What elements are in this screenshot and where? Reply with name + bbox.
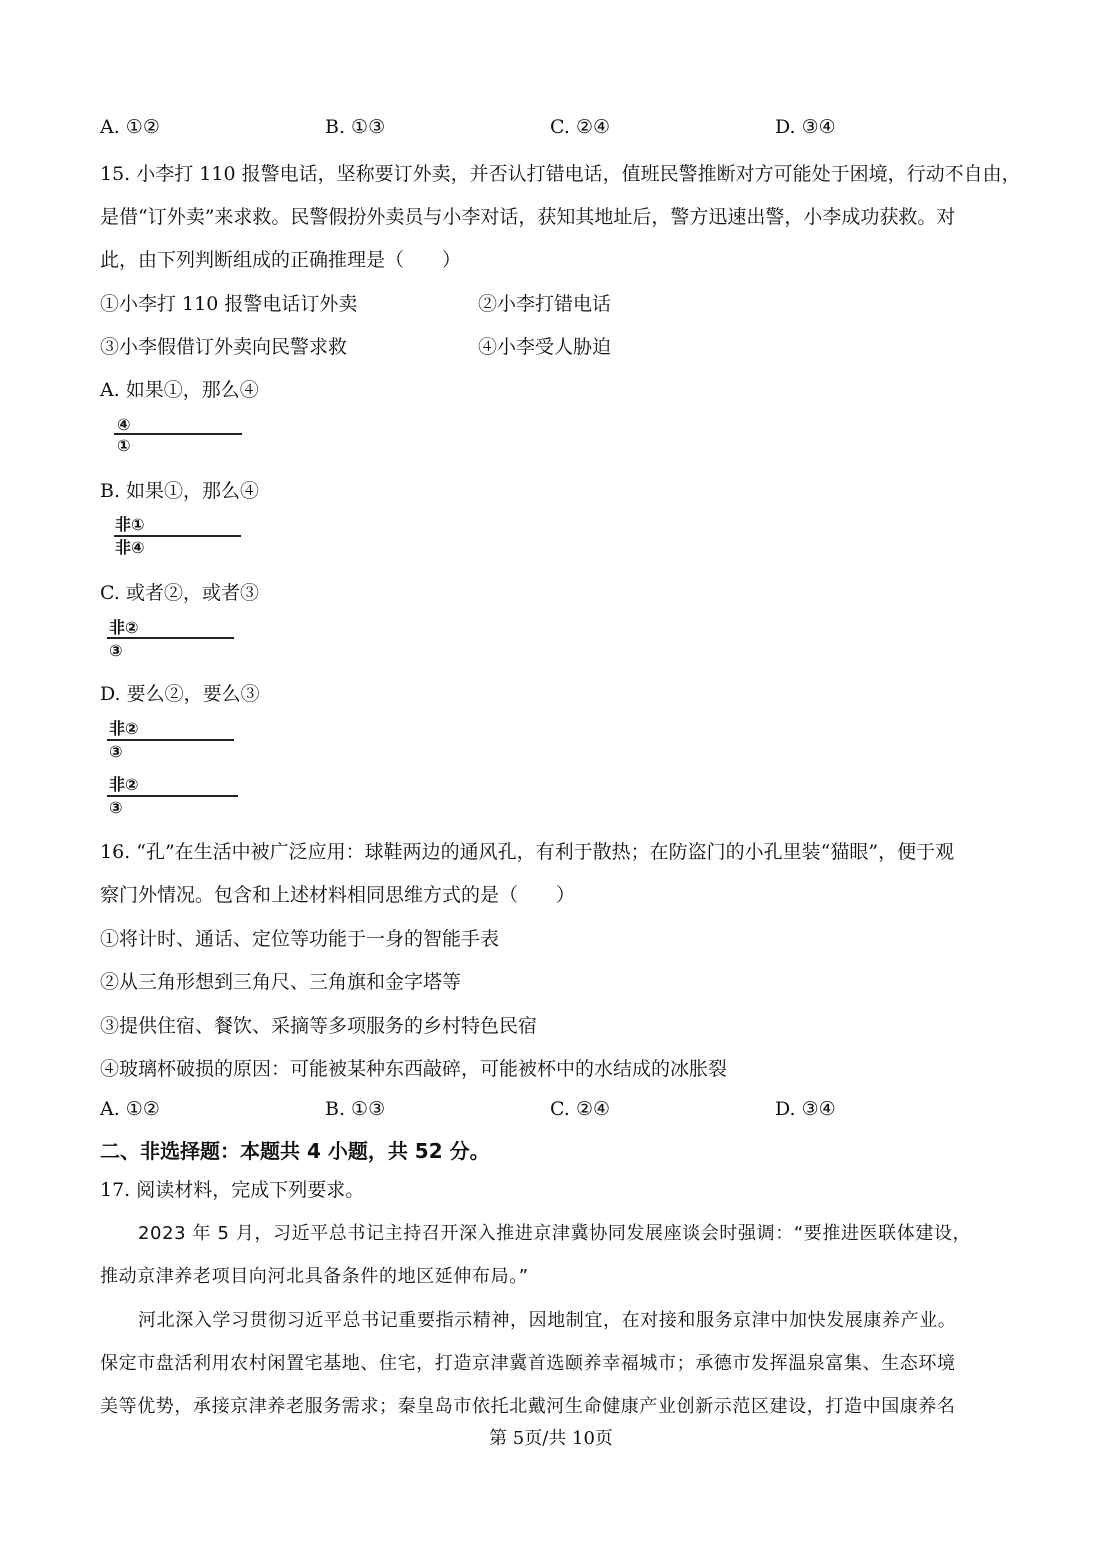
option-b: B. ①③ (325, 116, 386, 138)
q15-stem-line: 是借“订外卖”来求救。民警假扮外卖员与小李对话，获知其地址后，警方迅速出警，小李成功获救。对 (100, 206, 956, 228)
diagram-conclusion: 非④ (115, 538, 145, 557)
q15-option-c: C. 或者②，或者③ (100, 582, 259, 604)
q15-stem-line: 此，由下列判断组成的正确推理是（ ） (100, 249, 462, 271)
q15-stem-line: 15. 小李打 110 报警电话，坚称要订外卖，并否认打错电话，值班民警推断对方可能处于困境，行动不自由， (100, 163, 1021, 185)
diagram-conclusion: ③ (109, 742, 123, 761)
diagram-premise: 非② (109, 775, 139, 794)
inference-line (107, 637, 234, 639)
q16-stem-line: 察门外情况。包含和上述材料相同思维方式的是（ ） (100, 884, 576, 906)
q15-statement-3: ③小李假借订外卖向民警求救 (100, 336, 348, 358)
q16-stem-line: 16. “孔”在生活中被广泛应用：球鞋两边的通风孔，有利于散热；在防盗门的小孔里装“猫眼”，便于观 (100, 841, 955, 863)
section-title: 二、非选择题：本题共 4 小题，共 52 分。 (100, 1139, 490, 1163)
q15-option-a: A. 如果①，那么④ (100, 379, 259, 401)
inference-line (107, 795, 238, 797)
q15-option-b: B. 如果①，那么④ (100, 480, 260, 502)
q16-option-c: C. ②④ (550, 1098, 611, 1120)
q15-statement-2: ②小李打错电话 (478, 293, 612, 315)
q15-option-d: D. 要么②，要么③ (100, 683, 260, 705)
q17-material-line: 河北深入学习贯彻习近平总书记重要指示精神，因地制宜，在对接和服务京津中加快发展康养产业。 (138, 1310, 957, 1331)
q16-statement-1: ①将计时、通话、定位等功能于一身的智能手表 (100, 928, 500, 950)
page-number: 第 5页/共 10页 (489, 1428, 613, 1449)
q17-material-line: 2023 年 5 月，习近平总书记主持召开深入推进京津冀协同发展座谈会时强调：“要推进医联体建设， (138, 1223, 972, 1244)
inference-line (114, 433, 242, 435)
option-d: D. ③④ (775, 116, 836, 138)
option-a: A. ①② (100, 116, 160, 138)
diagram-conclusion: ① (117, 436, 131, 455)
q17-material-line: 美等优势，承接京津养老服务需求；秦皇岛市依托北戴河生命健康产业创新示范区建设，打造中国康养名 (100, 1396, 956, 1417)
inference-line (107, 739, 234, 741)
q16-statement-3: ③提供住宿、餐饮、采摘等多项服务的乡村特色民宿 (100, 1015, 538, 1037)
q16-statement-4: ④玻璃杯破损的原因：可能被某种东西敲碎，可能被杯中的水结成的冰胀裂 (100, 1058, 728, 1080)
option-c: C. ②④ (550, 116, 611, 138)
q16-statement-2: ②从三角形想到三角尺、三角旗和金字塔等 (100, 971, 462, 993)
diagram-premise: 非② (109, 719, 139, 738)
q15-statement-1: ①小李打 110 报警电话订外卖 (100, 293, 358, 315)
inference-line (114, 535, 241, 537)
diagram-premise: 非① (115, 515, 145, 534)
diagram-conclusion: ③ (109, 641, 123, 660)
q16-option-b: B. ①③ (325, 1098, 386, 1120)
q16-option-a: A. ①② (100, 1098, 160, 1120)
diagram-premise: ④ (117, 415, 131, 434)
q17-intro: 17. 阅读材料，完成下列要求。 (100, 1179, 365, 1201)
q17-material-line: 推动京津养老项目向河北具备条件的地区延伸布局。” (100, 1266, 529, 1287)
diagram-premise: 非② (109, 618, 139, 637)
q16-option-d: D. ③④ (775, 1098, 836, 1120)
diagram-conclusion: ③ (109, 798, 123, 817)
q15-statement-4: ④小李受人胁迫 (478, 336, 612, 358)
q17-material-line: 保定市盘活利用农村闲置宅基地、住宅，打造京津冀首选颐养幸福城市；承德市发挥温泉富集、生态环境 (100, 1353, 956, 1374)
